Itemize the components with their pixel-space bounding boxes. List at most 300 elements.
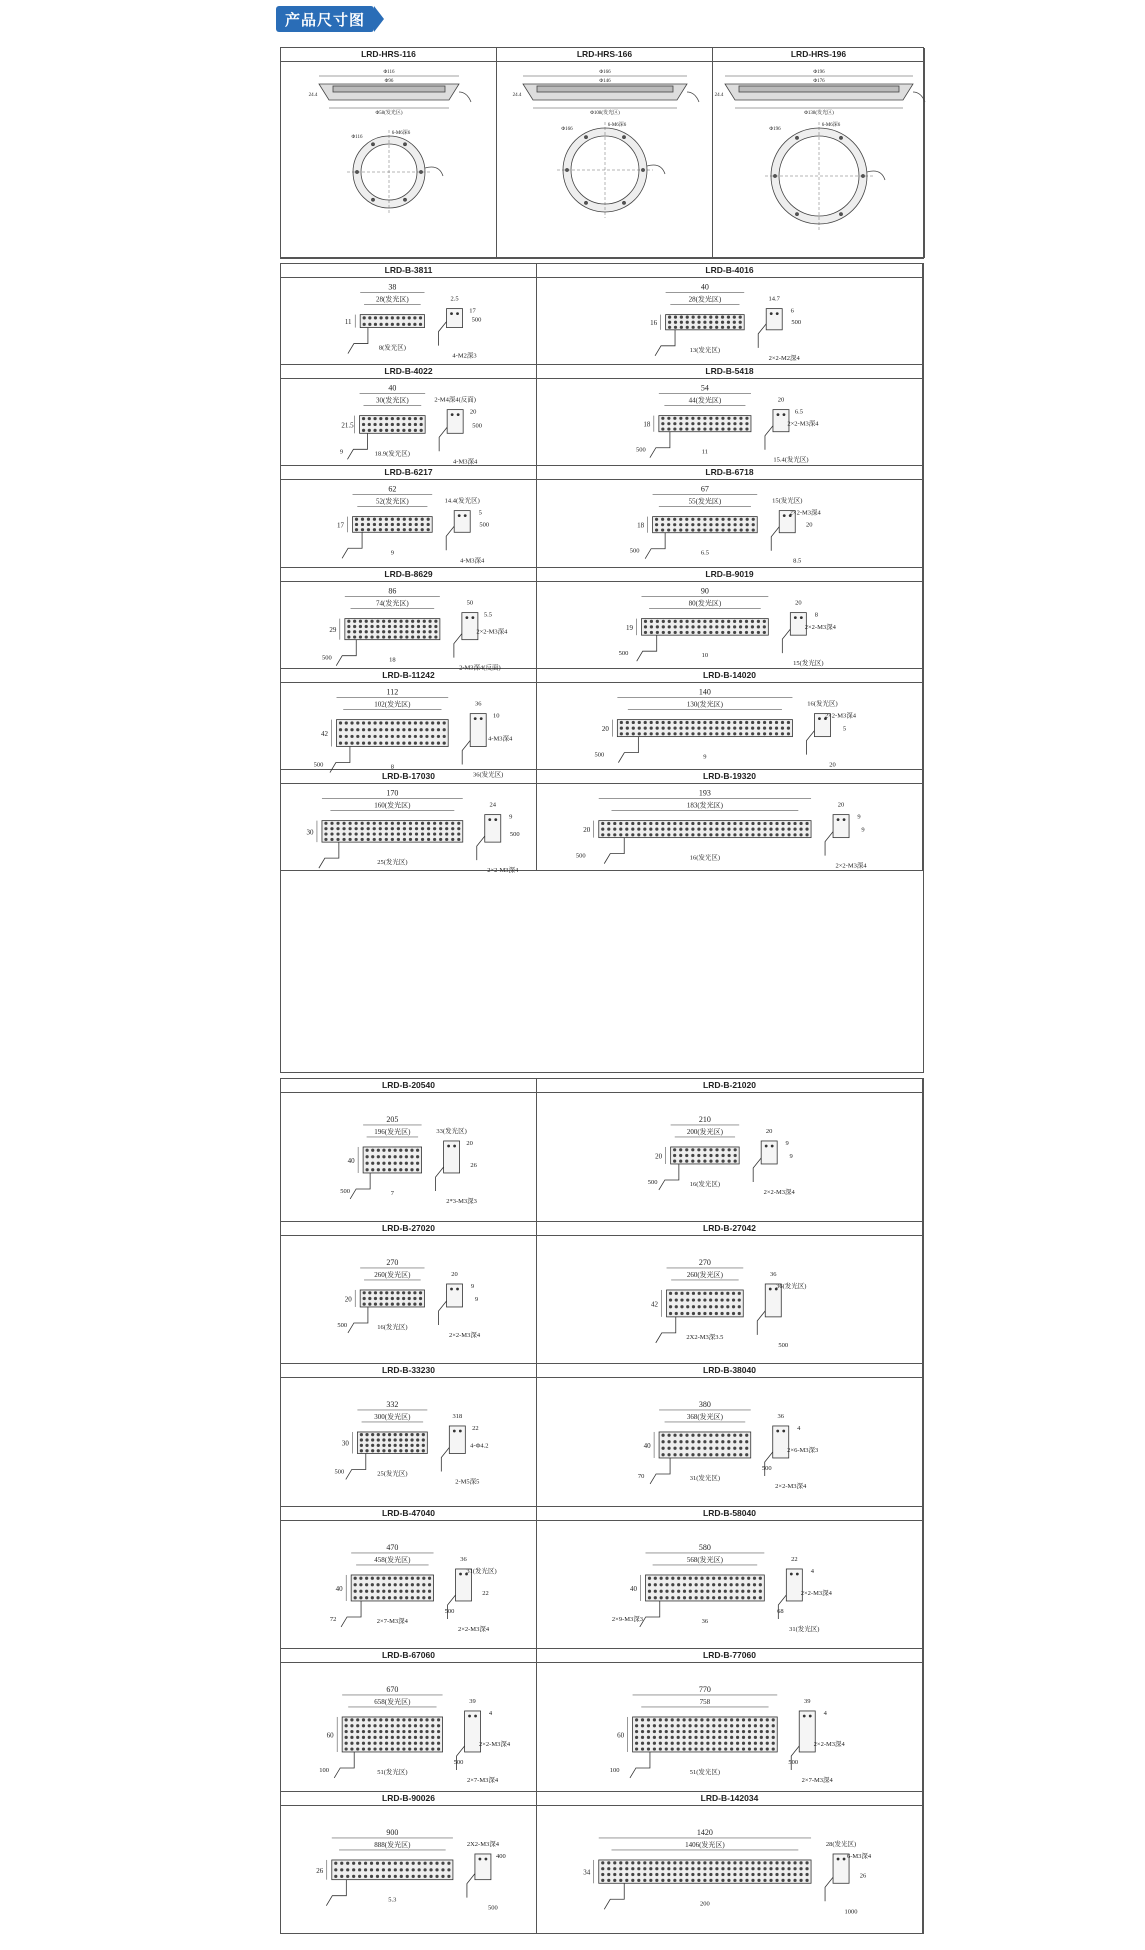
drawing-cell (281, 568, 537, 672)
dimension-label: 2×2-M3深4 (804, 623, 836, 631)
width-label: 40 (388, 383, 397, 393)
dimension-label: 11 (701, 448, 709, 456)
dimension-label: 500 (791, 318, 802, 326)
dimension-label: 2×2-M3深4 (763, 1188, 795, 1196)
width-label: 770 (698, 1684, 711, 1694)
inner-diameter-label: Φ96 (384, 79, 394, 84)
dimension-label: 20 (777, 396, 785, 404)
model-title: LRD-B-77060 (537, 1649, 922, 1663)
bar-side-view (833, 815, 849, 838)
dimension-label: 20 (451, 1270, 458, 1278)
dimension-label: 18 (389, 656, 396, 664)
emitting-width-label: 183(发光区) (686, 801, 723, 810)
emitting-width-label: 28(发光区) (376, 295, 409, 304)
dimension-label: 2×2-M3深4 (478, 1740, 511, 1748)
emitting-diameter-label: Φ58(发光区) (375, 111, 403, 116)
dimension-label: 500 (472, 422, 483, 430)
dimension-label: 4-M3深4 (460, 557, 485, 565)
height-label: 20 (344, 1294, 352, 1303)
drawing-cell (537, 770, 923, 871)
dimension-label: 31(发光区) (789, 1625, 820, 1633)
dimension-label: 318 (452, 1412, 463, 1420)
dimension-label: 4 (823, 1709, 827, 1717)
dimension-label: 500 (488, 1904, 498, 1912)
dimension-label: 2×2-M3深4 (487, 867, 519, 875)
model-title: LRD-B-11242 (281, 669, 536, 683)
height-label: 24.4 (512, 93, 522, 98)
dimension-label: 20 (795, 599, 802, 607)
width-label: 900 (386, 1827, 399, 1837)
drawing-cell (537, 466, 923, 567)
model-title: LRD-B-27042 (537, 1222, 922, 1236)
dimension-label: 22 (472, 1424, 479, 1432)
technical-drawing (537, 683, 923, 770)
dimension-label: 500 (334, 1468, 345, 1476)
drawing-cell (281, 1507, 537, 1650)
technical-drawing (281, 480, 537, 567)
dimension-label: 2-M5深5 (455, 1478, 480, 1486)
drawing-cell (537, 365, 923, 466)
drawing-cell (281, 48, 497, 258)
model-title: LRD-B-47040 (281, 1507, 536, 1521)
bar-side-view (447, 410, 463, 434)
dimension-label: 4-M3深4 (453, 458, 478, 466)
section-header: 产品尺寸图 (276, 6, 374, 32)
emitting-width-label: 44(发光区) (688, 396, 722, 405)
model-title: LRD-HRS-196 (713, 48, 924, 62)
emitting-width-label: 368(发光区) (686, 1412, 723, 1421)
drawing-cell (537, 264, 923, 365)
dimension-label: 9 (470, 1282, 475, 1290)
width-label: 332 (386, 1399, 399, 1409)
drawing-cell (537, 669, 923, 770)
technical-drawing (537, 1663, 923, 1792)
drawing-cell (537, 1222, 923, 1365)
dimension-label: 8(发光区) (378, 344, 406, 352)
height-label: 18 (643, 420, 651, 429)
drawing-cell (281, 1649, 537, 1792)
dimension-label: 6-M3深4 (846, 1852, 872, 1860)
dimension-label: 51(发光区) (377, 1768, 408, 1776)
dimension-label: 8 (390, 763, 394, 771)
dimension-label: 2X2-M3深4 (466, 1840, 499, 1848)
led-array (601, 822, 809, 837)
width-label: 86 (388, 586, 397, 596)
dimension-label: 500 (778, 1341, 789, 1349)
emitting-width-label: 52(发光区) (376, 498, 409, 507)
inner-diameter-label: Φ146 (599, 79, 611, 84)
dimension-label: 4 (810, 1567, 814, 1575)
dimension-label: 2-M3深4(反面) (459, 664, 501, 672)
dimension-label: 2×6-M3深3 (787, 1446, 819, 1454)
dimension-label: 25(发光区) (377, 1470, 408, 1478)
emitting-diameter-label: Φ108(发光区) (590, 111, 620, 116)
model-title: LRD-B-33230 (281, 1364, 536, 1378)
mount-holes-label: 6-M6深6 (391, 131, 411, 136)
model-title: LRD-B-14020 (537, 669, 922, 683)
bar-side-view (470, 713, 486, 746)
dimension-label: 2.5 (450, 295, 459, 303)
dimension-label: 17 (469, 307, 476, 315)
dimension-label: 15(发光区) (793, 659, 824, 667)
dimension-label: 500 (647, 1178, 658, 1186)
width-label: 40 (700, 282, 709, 292)
bar-grid-b (280, 1078, 924, 1934)
dimension-label: 2×2-M3深4 (787, 420, 819, 428)
technical-drawing (537, 784, 923, 871)
dimension-label: 39 (469, 1697, 476, 1705)
technical-drawing (281, 1806, 537, 1935)
model-title: LRD-B-67060 (281, 1649, 536, 1663)
dimension-label: 500 (788, 1758, 799, 1766)
dimension-label: 2×2-M3深4 (800, 1589, 832, 1597)
model-title: LRD-B-58040 (537, 1507, 922, 1521)
drawing-cell (281, 1079, 537, 1222)
model-title: LRD-B-38040 (537, 1364, 922, 1378)
width-label: 205 (386, 1114, 399, 1124)
height-label: 17 (337, 521, 345, 530)
dimension-label: 9 (390, 549, 394, 557)
drawing-cell (281, 1222, 537, 1365)
technical-drawing (281, 582, 537, 672)
outer-diameter-label: Φ166 (599, 70, 611, 75)
height-label: 18 (637, 522, 645, 531)
height-label: 26 (316, 1866, 324, 1875)
dimension-label: 500 (337, 1321, 348, 1329)
width-label: 54 (700, 383, 709, 393)
dimension-label: 2×7-M3深4 (801, 1776, 833, 1784)
emitting-width-label: 196(发光区) (374, 1127, 411, 1136)
dimension-label: 500 (761, 1464, 772, 1472)
bar-side-view (444, 1141, 460, 1173)
model-title: LRD-B-142034 (537, 1792, 922, 1806)
emitting-width-label: 568(发光区) (686, 1555, 723, 1564)
emitting-width-label: 74(发光区) (376, 599, 409, 608)
dimension-label: 2X2-M3深3.5 (686, 1333, 724, 1341)
width-label: 210 (698, 1114, 711, 1124)
model-title: LRD-B-6718 (537, 466, 922, 480)
dimension-label: 9 (861, 826, 865, 834)
led-array (644, 619, 766, 633)
drawing-cell (281, 1792, 537, 1935)
technical-drawing (537, 1093, 923, 1222)
height-label: 42 (321, 729, 329, 738)
height-label: 30 (306, 828, 314, 837)
dimension-label: 500 (313, 761, 324, 769)
bar-side-view (485, 815, 501, 843)
height-label: 24.4 (714, 93, 724, 98)
dimension-label: 2*3-M3深3 (446, 1197, 477, 1205)
height-label: 29 (329, 625, 337, 634)
bar-grid-a (280, 263, 924, 1073)
outer-diameter-label: Φ116 (383, 70, 395, 75)
height-label: 40 (629, 1584, 637, 1593)
model-title: LRD-B-17030 (281, 770, 536, 784)
height-label: 40 (347, 1156, 355, 1165)
dimension-label: 500 (509, 831, 520, 839)
emitting-width-label: 658(发光区) (374, 1697, 411, 1706)
emitting-width-label: 130(发光区) (686, 700, 723, 709)
bar-side-view (766, 309, 782, 330)
dimension-label: 14.7 (768, 295, 780, 303)
width-label: 140 (698, 687, 711, 697)
dimension-label: 18.9(发光区) (374, 450, 410, 458)
dimension-label: 9 (785, 1139, 789, 1147)
model-title: LRD-HRS-116 (281, 48, 496, 62)
ring-top-view (347, 130, 431, 214)
dimension-label: 100 (319, 1766, 330, 1774)
height-label: 11 (344, 318, 352, 327)
mount-holes-label: 6-M6深6 (607, 123, 627, 128)
width-label: 67 (700, 485, 709, 495)
dimension-label: 2-M4深4(反面) (434, 396, 476, 404)
dimension-label: 500 (629, 548, 640, 556)
dimension-label: 70 (637, 1472, 645, 1480)
dimension-label: 9 (339, 448, 344, 456)
emitting-width-label: 1406(发光区) (685, 1840, 725, 1849)
technical-drawing (537, 582, 923, 669)
dimension-label: 4-Φ4.2 (470, 1442, 489, 1450)
dimension-label: 2×2-M3深4 (476, 628, 508, 636)
technical-drawing (281, 1093, 537, 1222)
hrs-grid (280, 47, 924, 259)
outer-diameter-label: Φ166 (561, 127, 573, 132)
dimension-label: 15(发光区) (772, 498, 803, 506)
model-title: LRD-B-20540 (281, 1079, 536, 1093)
drawing-cell (537, 568, 923, 669)
dimension-label: 5 (478, 510, 482, 518)
dimension-label: 2×2-M2深4 (768, 354, 800, 362)
width-label: 112 (386, 687, 399, 697)
dimension-label: 15.4(发光区) (773, 456, 809, 464)
dimension-label: 16(发光区) (377, 1323, 408, 1331)
dimension-label: 8 (814, 611, 818, 619)
dimension-label: 50 (466, 599, 474, 607)
dimension-label: 20 (469, 408, 477, 416)
dimension-label: 20 (805, 522, 813, 530)
height-label: 40 (643, 1441, 651, 1450)
drawing-cell (281, 1364, 537, 1507)
technical-drawing (281, 1236, 537, 1365)
emitting-width-label: 28(发光区) (688, 295, 722, 304)
dimension-label: 36 (474, 700, 482, 708)
technical-drawing (713, 62, 925, 258)
dimension-label: 26 (470, 1161, 477, 1169)
dimension-label: 4 (488, 1709, 493, 1717)
dimension-label: 26 (859, 1871, 867, 1879)
width-label: 38 (388, 282, 397, 292)
dimension-label: 6.5 (700, 550, 709, 558)
bar-side-view (454, 511, 470, 533)
model-title: LRD-B-3811 (281, 264, 536, 278)
dimension-label: 200 (700, 1899, 710, 1907)
dimension-label: 500 (594, 751, 605, 759)
dimension-label: 9 (474, 1295, 479, 1303)
height-label: 19 (625, 623, 633, 632)
dimension-label: 400 (496, 1852, 506, 1860)
width-label: 62 (388, 485, 397, 495)
dimension-label: 500 (453, 1758, 464, 1766)
width-label: 270 (386, 1257, 399, 1267)
dimension-label: 33(发光区) (436, 1127, 467, 1135)
dimension-label: 500 (575, 852, 586, 860)
bar-side-view (447, 1283, 463, 1306)
dimension-label: 36 (701, 1617, 709, 1625)
model-title: LRD-B-90026 (281, 1792, 536, 1806)
model-title: LRD-B-5418 (537, 365, 922, 379)
dimension-label: 9 (703, 753, 707, 761)
width-label: 580 (698, 1542, 711, 1552)
width-label: 170 (386, 788, 399, 798)
dimension-label: 2×2-M3深4 (775, 1482, 807, 1490)
height-label: 24.4 (308, 93, 318, 98)
dimension-label: 2×2-M3深4 (457, 1625, 490, 1633)
dimension-label: 20 (829, 761, 836, 769)
technical-drawing (537, 1378, 923, 1507)
bar-side-view (475, 1853, 491, 1879)
height-label: 60 (617, 1731, 625, 1740)
dimension-label: 5.3 (388, 1896, 397, 1904)
dimension-label: 100 (609, 1766, 620, 1774)
ring-top-view (557, 122, 653, 218)
emitting-width-label: 200(发光区) (686, 1127, 723, 1136)
dimension-label: 2×2-M3深4 (824, 712, 857, 720)
dimension-label: 13(发光区) (689, 346, 721, 354)
dimension-label: 36 (770, 1270, 777, 1278)
dimension-label: 2×2-M3深4 (789, 510, 821, 518)
technical-drawing (281, 62, 497, 258)
dimension-label: 6 (790, 307, 794, 315)
technical-drawing (497, 62, 713, 258)
width-label: 1420 (696, 1827, 713, 1837)
dimension-label: 2×7-M3深4 (376, 1617, 408, 1625)
emitting-width-label: 30(发光区) (376, 396, 409, 405)
dimension-label: 500 (479, 521, 490, 529)
outer-diameter-label: Φ196 (769, 127, 781, 132)
dimension-label: 36 (460, 1555, 467, 1563)
dimension-label: 9 (509, 813, 513, 821)
model-title: LRD-B-21020 (537, 1079, 922, 1093)
bar-side-view (447, 309, 463, 328)
dimension-label: 31(发光区) (689, 1474, 721, 1482)
model-title: LRD-B-4022 (281, 365, 536, 379)
height-label: 60 (326, 1731, 334, 1740)
drawing-cell (281, 466, 537, 567)
technical-drawing (537, 1521, 923, 1650)
led-array (661, 417, 748, 431)
height-label: 16 (650, 319, 658, 328)
dimension-label: 1000 (844, 1907, 858, 1915)
model-title: LRD-HRS-166 (497, 48, 712, 62)
drawing-cell (537, 1079, 923, 1222)
dimension-label: 20 (765, 1127, 773, 1135)
led-array (620, 721, 790, 736)
width-label: 380 (698, 1399, 711, 1409)
dimension-label: 16(发光区) (689, 1180, 721, 1188)
drawing-cell (537, 1792, 923, 1935)
emitting-width-label: 55(发光区) (688, 498, 722, 507)
height-label: 42 (651, 1299, 659, 1308)
technical-drawing (281, 1663, 537, 1792)
dimension-label: 51(发光区) (689, 1768, 721, 1776)
technical-drawing (281, 784, 537, 875)
height-label: 20 (655, 1152, 663, 1161)
model-title: LRD-B-27020 (281, 1222, 536, 1236)
model-title: LRD-B-4016 (537, 264, 922, 278)
emitting-width-label: 80(发光区) (688, 599, 722, 608)
dimension-label: 9 (857, 813, 861, 821)
dimension-label: 28(发光区) (825, 1840, 857, 1848)
height-label: 40 (335, 1584, 343, 1593)
width-label: 90 (700, 586, 709, 596)
dimension-label: 31(发光区) (466, 1567, 497, 1575)
width-label: 470 (386, 1542, 399, 1552)
dimension-label: 22 (791, 1555, 798, 1563)
height-label: 21.5 (341, 421, 354, 430)
drawing-cell (537, 1649, 923, 1792)
drawing-cell (281, 365, 537, 466)
dimension-label: 36(发光区) (776, 1282, 807, 1290)
height-label: 30 (341, 1439, 349, 1448)
dimension-label: 5 (842, 725, 847, 733)
dimension-label: 36(发光区) (473, 771, 504, 779)
technical-drawing (537, 379, 923, 466)
technical-drawing (281, 379, 537, 466)
technical-drawing (537, 480, 923, 567)
dimension-label: 24 (489, 801, 497, 809)
dimension-label: 500 (321, 654, 332, 662)
outer-diameter-label: Φ196 (813, 70, 825, 75)
drawing-cell (281, 264, 537, 365)
ring-top-view (765, 122, 873, 230)
technical-drawing (281, 1378, 537, 1507)
dimension-label: 4-M2深3 (452, 352, 477, 360)
technical-drawing (281, 1521, 537, 1650)
dimension-label: 500 (444, 1607, 455, 1615)
dimension-label: 25(发光区) (377, 859, 408, 867)
height-label: 20 (583, 826, 591, 835)
emitting-width-label: 300(发光区) (374, 1412, 411, 1421)
dimension-label: 4-M3深4 (488, 735, 513, 743)
dimension-label: 16(发光区) (807, 700, 838, 708)
width-label: 270 (698, 1257, 711, 1267)
drawing-cell (537, 1364, 923, 1507)
drawing-cell (281, 770, 537, 875)
dimension-label: 9 (789, 1152, 793, 1160)
dimension-label: 10 (492, 712, 500, 720)
dimension-label: 10 (701, 651, 709, 659)
model-title: LRD-B-8629 (281, 568, 536, 582)
technical-drawing (281, 278, 537, 365)
outer-diameter-label: Φ116 (351, 135, 363, 140)
bar-side-view (761, 1141, 777, 1164)
dimension-label: 72 (329, 1615, 337, 1623)
height-label: 20 (601, 724, 609, 733)
inner-diameter-label: Φ176 (813, 79, 825, 84)
led-array (655, 518, 755, 532)
dimension-label: 500 (340, 1187, 350, 1195)
model-title: LRD-B-6217 (281, 466, 536, 480)
dimension-label: 2×9-M3深3 (611, 1615, 644, 1623)
mount-holes-label: 6-M6深6 (821, 123, 841, 128)
dimension-label: 500 (635, 446, 646, 454)
dimension-label: 2×2-M3深4 (813, 1740, 845, 1748)
emitting-width-label: 160(发光区) (374, 801, 411, 810)
emitting-width-label: 260(发光区) (374, 1270, 411, 1279)
dimension-label: 6.5 (794, 408, 804, 416)
dimension-label: 36 (777, 1412, 784, 1420)
emitting-width-label: 758 (699, 1697, 711, 1706)
